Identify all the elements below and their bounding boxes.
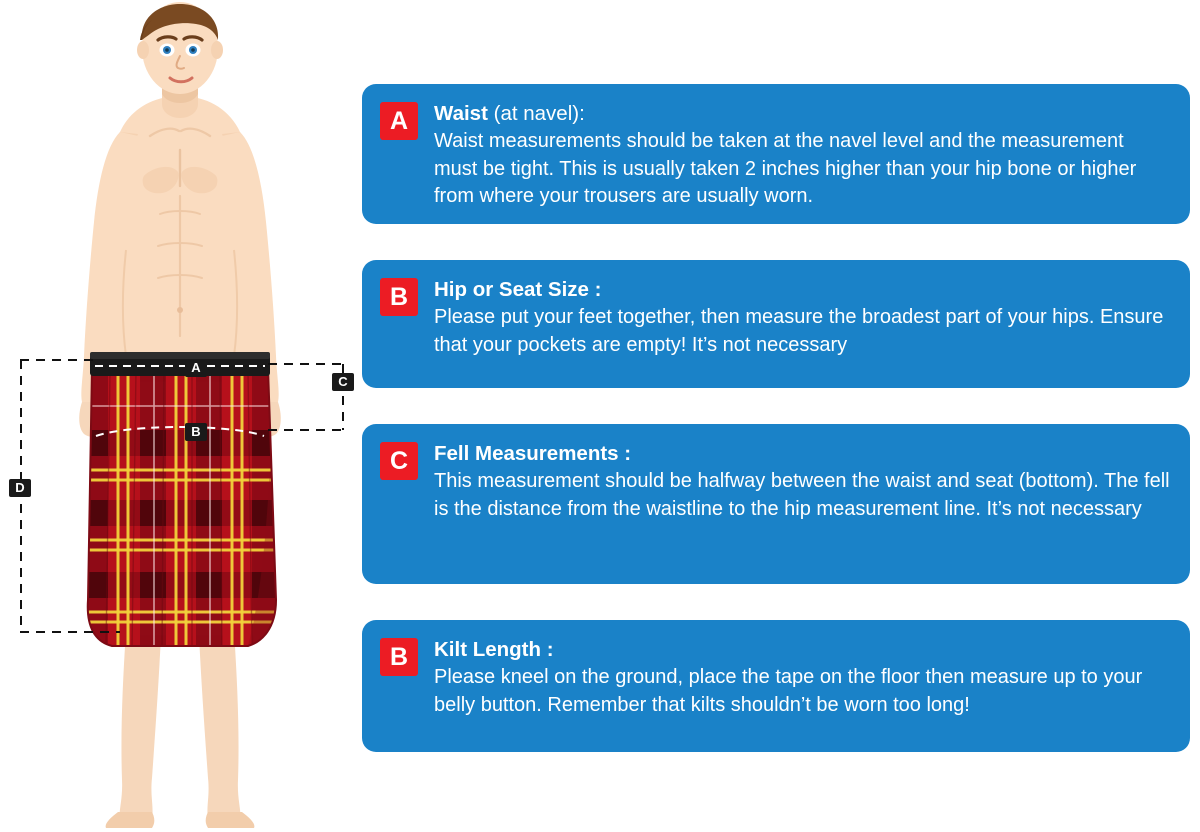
instruction-card-hip	[362, 260, 1190, 388]
card-body-hip	[434, 276, 1172, 359]
card-badge-c: C	[380, 442, 418, 480]
fell-marker-c: C	[332, 373, 354, 391]
card-body-waist	[434, 100, 1172, 211]
card-title-text-kilt-length: Kilt Length :	[434, 638, 554, 661]
card-badge-d: B	[380, 638, 418, 676]
card-title-text-fell: Fell Measurements :	[434, 442, 632, 465]
hip-marker-b: B	[185, 423, 207, 441]
card-title-text-hip: Hip or Seat Size :	[434, 278, 602, 301]
card-title-fell	[434, 440, 1172, 467]
card-text-waist: Waist measurements should be taken at the navel level and the measurement must be tight. This is usually taken 2 inches higher than your hip bone or higher from where your trousers are usually worn.	[434, 130, 1137, 207]
instruction-card-list	[362, 0, 1200, 832]
waist-marker-a: A	[185, 359, 207, 377]
card-text-fell: This measurement should be halfway between the waist and seat (bottom). The fell is the distance from the waistline to the hip measurement line. It’s not necessary	[434, 470, 1170, 520]
card-body-kilt-length	[434, 636, 1172, 719]
card-title-kilt-length	[434, 636, 1172, 663]
card-text-hip: Please put your feet together, then measure the broadest part of your hips. Ensure that your pockets are empty! It’s not necessary	[434, 306, 1164, 356]
card-badge-a: A	[380, 102, 418, 140]
card-title-hip	[434, 276, 1172, 303]
kilt-illustration	[80, 352, 290, 660]
card-title-text-waist: Waist	[434, 102, 488, 125]
card-text-kilt-length: Please kneel on the ground, place the tape on the floor then measure up to your belly button. Remember that kilts shouldn’t be worn too long!	[434, 666, 1143, 716]
card-title-suffix-waist: (at navel):	[487, 102, 585, 125]
card-badge-b: B	[380, 278, 418, 316]
instruction-card-fell	[362, 424, 1190, 584]
kilt-model-illustration	[0, 0, 360, 832]
card-title-waist	[434, 100, 1172, 127]
card-body-fell	[434, 440, 1172, 523]
kilt-length-marker-d: D	[9, 479, 31, 497]
instruction-card-kilt-length	[362, 620, 1190, 752]
instruction-card-waist	[362, 84, 1190, 224]
figure-panel	[0, 0, 360, 832]
